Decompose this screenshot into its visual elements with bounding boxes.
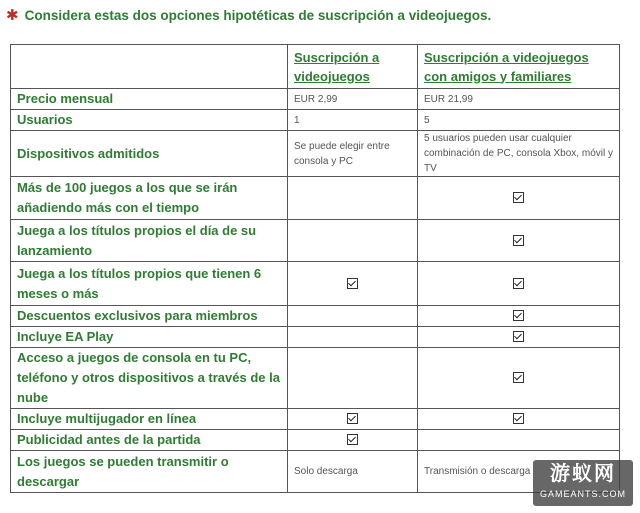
table-row xyxy=(11,409,620,430)
comparison-table xyxy=(10,44,620,493)
row-label: Los juegos se pueden transmitir o descargar xyxy=(11,451,288,493)
table-row xyxy=(11,220,620,262)
empty-cell xyxy=(288,327,418,348)
empty-cell xyxy=(418,430,620,451)
table-row xyxy=(11,262,620,306)
table-row xyxy=(11,430,620,451)
table-row xyxy=(11,327,620,348)
watermark-en: GAMEANTS.COM xyxy=(539,489,626,499)
row-label: Publicidad antes de la partida xyxy=(11,430,288,451)
row-label: Descuentos exclusivos para miembros xyxy=(11,306,288,327)
row-label: Usuarios xyxy=(11,110,288,131)
column-header-basic: Suscripción a videojuegos xyxy=(288,45,418,89)
checked-cell xyxy=(288,262,418,306)
watermark-cn: 游蚁网 xyxy=(550,463,616,485)
checkbox-checked-icon xyxy=(513,413,524,424)
checked-cell xyxy=(418,327,620,348)
table-row xyxy=(11,110,620,131)
empty-cell xyxy=(288,348,418,409)
checked-cell xyxy=(418,348,620,409)
cell-value: EUR 2,99 xyxy=(288,89,418,110)
row-label: Juega a los títulos propios el día de su lanzamiento xyxy=(11,220,288,262)
row-label: Más de 100 juegos a los que se irán añadiendo más con el tiempo xyxy=(11,177,288,220)
checked-cell xyxy=(418,177,620,220)
row-label: Juega a los títulos propios que tienen 6 meses o más xyxy=(11,262,288,306)
cell-value: 5 usuarios pueden usar cualquier combinación de PC, consola Xbox, móvil y TV xyxy=(418,131,620,177)
checkbox-checked-icon xyxy=(347,434,358,445)
empty-cell xyxy=(288,306,418,327)
table-row xyxy=(11,89,620,110)
empty-cell xyxy=(288,220,418,262)
watermark-logo xyxy=(533,460,633,506)
empty-cell xyxy=(288,177,418,220)
checkbox-checked-icon xyxy=(513,310,524,321)
cell-value: Transmisión o descarga xyxy=(418,451,620,493)
checkbox-checked-icon xyxy=(513,278,524,289)
row-label: Incluye EA Play xyxy=(11,327,288,348)
checked-cell xyxy=(288,430,418,451)
checkbox-checked-icon xyxy=(513,235,524,246)
checkbox-checked-icon xyxy=(347,413,358,424)
cell-value: Solo descarga xyxy=(288,451,418,493)
heading-text: Considera estas dos opciones hipotéticas de suscripción a videojuegos. xyxy=(24,7,492,23)
table-row xyxy=(11,348,620,409)
table-row xyxy=(11,131,620,177)
checked-cell xyxy=(418,262,620,306)
header-blank-cell xyxy=(11,45,288,89)
checkbox-checked-icon xyxy=(513,192,524,203)
column-header-family: Suscripción a videojuegos con amigos y familiares xyxy=(418,45,620,89)
row-label: Dispositivos admitidos xyxy=(11,131,288,177)
table-row xyxy=(11,306,620,327)
asterisk-icon: ✱ xyxy=(6,7,19,24)
checkbox-checked-icon xyxy=(513,372,524,383)
row-label: Acceso a juegos de consola en tu PC, teléfono y otros dispositivos a través de la nube xyxy=(11,348,288,409)
checked-cell xyxy=(418,409,620,430)
checkbox-checked-icon xyxy=(347,278,358,289)
cell-value: EUR 21,99 xyxy=(418,89,620,110)
checked-cell xyxy=(418,220,620,262)
cell-value: 5 xyxy=(418,110,620,131)
row-label: Precio mensual xyxy=(11,89,288,110)
cell-value: 1 xyxy=(288,110,418,131)
header-row xyxy=(11,45,620,89)
table-row xyxy=(11,451,620,493)
checkbox-checked-icon xyxy=(513,331,524,342)
row-label: Incluye multijugador en línea xyxy=(11,409,288,430)
page-heading xyxy=(6,4,491,26)
table-row xyxy=(11,177,620,220)
cell-value: Se puede elegir entre consola y PC xyxy=(288,131,418,177)
checked-cell xyxy=(288,409,418,430)
checked-cell xyxy=(418,306,620,327)
